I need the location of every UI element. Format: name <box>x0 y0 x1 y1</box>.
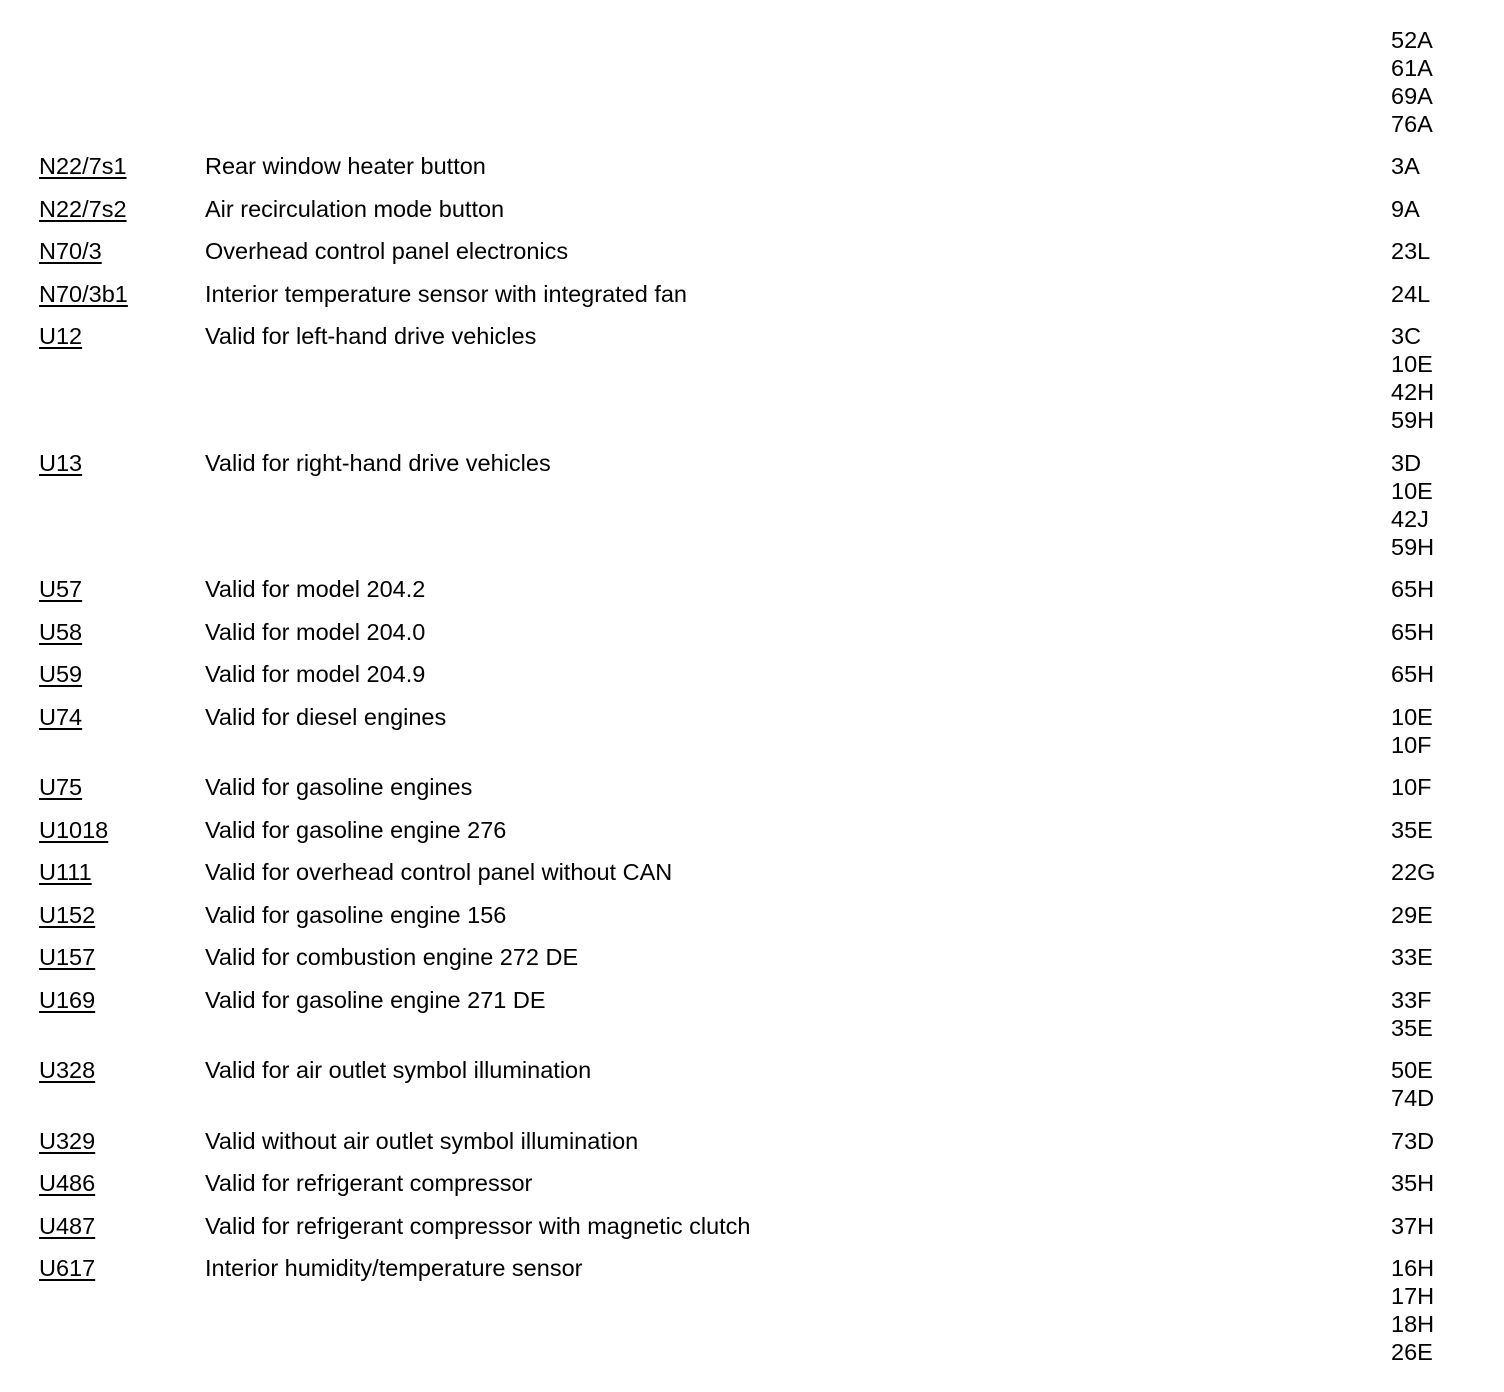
location-ref: 3D <box>1391 449 1422 476</box>
component-description: Valid for model 204.2 <box>205 576 426 602</box>
location-list <box>1391 322 1481 434</box>
location-ref: 37H <box>1391 1212 1435 1239</box>
component-code-link[interactable]: U59 <box>39 661 83 687</box>
component-description: Valid for right-hand drive vehicles <box>205 449 551 476</box>
location-list <box>1391 195 1481 223</box>
component-description: Interior humidity/temperature sensor <box>205 1255 583 1281</box>
location-ref: 42J <box>1391 505 1429 532</box>
location-list <box>1391 773 1481 801</box>
component-description: Valid for model 204.0 <box>205 618 426 645</box>
component-description: Interior temperature sensor with integrated fan <box>205 280 688 307</box>
location-ref: 22G <box>1391 859 1436 885</box>
component-description: Air recirculation mode button <box>205 195 505 222</box>
location-list <box>1391 280 1481 308</box>
location-list <box>1391 237 1481 265</box>
location-ref: 23L <box>1391 238 1431 264</box>
location-ref: 42H <box>1391 379 1435 405</box>
location-ref: 18H <box>1391 1311 1435 1337</box>
component-code-link[interactable]: U487 <box>39 1212 96 1239</box>
component-description: Valid for overhead control panel without CAN <box>205 859 673 885</box>
location-ref: 59H <box>1391 407 1435 433</box>
component-code-link[interactable]: U75 <box>39 774 83 800</box>
component-code-link[interactable]: U157 <box>39 944 96 970</box>
component-code-link[interactable]: U486 <box>39 1170 96 1196</box>
location-ref: 17H <box>1391 1283 1435 1309</box>
component-code-link[interactable]: U111 <box>39 859 92 885</box>
component-description: Valid for gasoline engines <box>205 774 473 800</box>
component-code-link[interactable]: N70/3b1 <box>39 280 128 307</box>
location-list <box>1391 943 1481 971</box>
component-code-link[interactable]: U152 <box>39 901 96 928</box>
component-code-link[interactable]: N22/7s2 <box>39 195 127 222</box>
component-code-link[interactable]: N22/7s1 <box>39 153 127 179</box>
component-code-link[interactable]: U617 <box>39 1255 96 1281</box>
location-list <box>1391 660 1481 688</box>
location-ref: 10E <box>1391 477 1433 504</box>
component-code-link[interactable]: U74 <box>39 703 83 730</box>
location-ref: 10F <box>1391 774 1432 800</box>
location-ref: 74D <box>1391 1085 1435 1111</box>
location-ref: 33E <box>1391 944 1433 970</box>
component-description: Valid for gasoline engine 156 <box>205 901 507 928</box>
location-list <box>1391 1056 1481 1112</box>
component-code-link[interactable]: U57 <box>39 576 83 602</box>
location-list <box>1391 575 1481 603</box>
location-ref: 3A <box>1391 153 1420 179</box>
component-code-link[interactable]: U1018 <box>39 816 109 843</box>
location-ref: 26E <box>1391 1339 1433 1365</box>
component-description: Valid for combustion engine 272 DE <box>205 944 579 970</box>
location-ref: 50E <box>1391 1057 1433 1083</box>
location-ref: 65H <box>1391 618 1435 645</box>
component-description: Rear window heater button <box>205 153 486 179</box>
component-description: Valid for diesel engines <box>205 703 447 730</box>
location-ref: 9A <box>1391 195 1420 222</box>
component-code-link[interactable]: U58 <box>39 618 83 645</box>
component-description: Valid for model 204.9 <box>205 661 426 687</box>
location-ref: 10E <box>1391 703 1433 730</box>
location-ref: 73D <box>1391 1127 1435 1154</box>
location-ref: 35H <box>1391 1170 1435 1196</box>
location-ref: 35E <box>1391 816 1433 843</box>
location-ref: 65H <box>1391 661 1435 687</box>
location-list <box>1391 618 1481 646</box>
component-description: Valid for left-hand drive vehicles <box>205 323 537 349</box>
component-description: Overhead control panel electronics <box>205 238 569 264</box>
location-ref: 61A <box>1391 55 1433 81</box>
location-list <box>1391 901 1481 929</box>
location-list <box>1391 986 1481 1042</box>
top-continuation-locations <box>1391 26 1481 138</box>
location-ref: 10F <box>1391 731 1432 758</box>
location-ref: 29E <box>1391 901 1433 928</box>
location-list <box>1391 858 1481 886</box>
location-ref: 16H <box>1391 1255 1435 1281</box>
component-code-link[interactable]: U328 <box>39 1057 96 1083</box>
location-list <box>1391 703 1481 759</box>
location-ref: 10E <box>1391 351 1433 377</box>
location-ref: 52A <box>1391 27 1433 53</box>
component-description: Valid without air outlet symbol illumination <box>205 1127 639 1154</box>
location-ref: 33F <box>1391 986 1432 1013</box>
location-list <box>1391 1169 1481 1197</box>
component-description: Valid for refrigerant compressor with magnetic clutch <box>205 1212 751 1239</box>
component-code-link[interactable]: U13 <box>39 449 83 476</box>
component-code-link[interactable]: U12 <box>39 323 83 349</box>
location-list <box>1391 449 1481 561</box>
location-list <box>1391 816 1481 844</box>
component-description: Valid for refrigerant compressor <box>205 1170 533 1196</box>
location-list <box>1391 1212 1481 1240</box>
component-description: Valid for gasoline engine 276 <box>205 816 507 843</box>
component-code-link[interactable]: N70/3 <box>39 238 102 264</box>
location-ref: 24L <box>1391 280 1431 307</box>
location-ref: 69A <box>1391 83 1433 109</box>
component-code-link[interactable]: U329 <box>39 1127 96 1154</box>
component-code-link[interactable]: U169 <box>39 986 96 1013</box>
location-ref: 76A <box>1391 111 1433 137</box>
location-list <box>1391 1127 1481 1155</box>
location-list <box>1391 1254 1481 1366</box>
location-ref: 59H <box>1391 533 1435 560</box>
component-description: Valid for gasoline engine 271 DE <box>205 986 546 1013</box>
component-description: Valid for air outlet symbol illumination <box>205 1057 592 1083</box>
location-ref: 65H <box>1391 576 1435 602</box>
location-list <box>1391 152 1481 180</box>
location-ref: 35E <box>1391 1014 1433 1041</box>
location-ref: 3C <box>1391 323 1422 349</box>
